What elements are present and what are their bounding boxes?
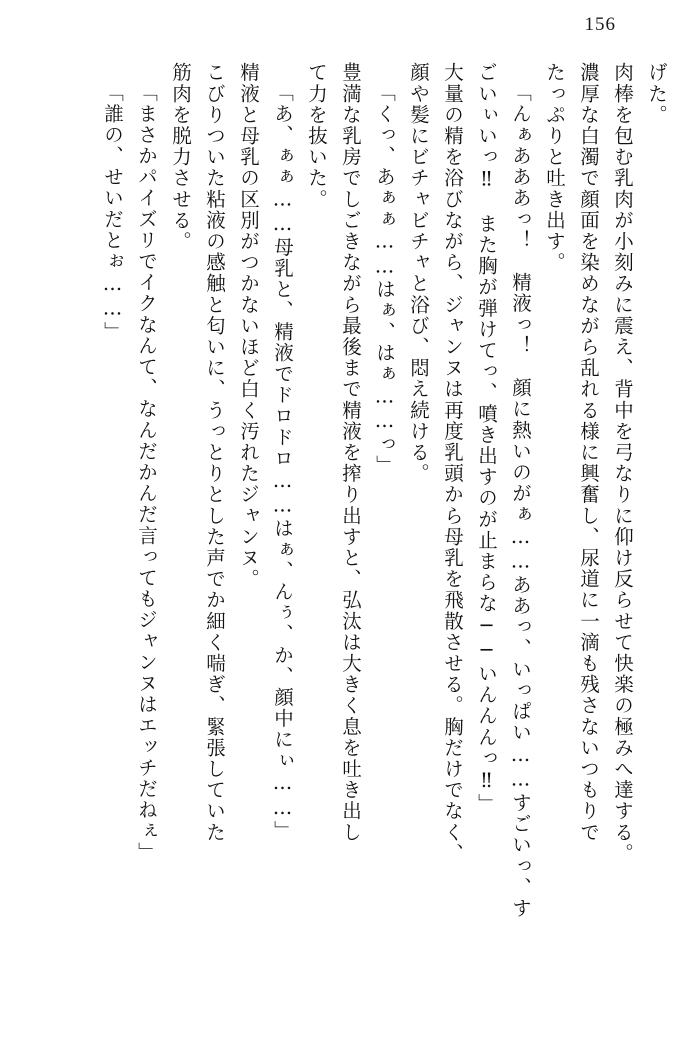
text-line: 「んぁあああっ！ 精液っ！ 顔に熱いのがぁ……ああっ、いっぱい……すごいっ、す (509, 82, 532, 919)
page-number: 156 (584, 14, 616, 35)
text-line: 大量の精を浴びながら、ジャンヌは再度乳頭から母乳を飛散させる。胸だけでなく、 (441, 62, 464, 864)
text-line: 濃厚な白濁で顔面を染めながら乱れる様に興奮し、尿道に一滴も残さないつもりで (577, 62, 600, 843)
text-line: 「くっ、あぁぁ……はぁ、はぁ……っ」 (373, 82, 396, 476)
text-line: 「誰の、せいだとぉ……」 (101, 82, 124, 343)
text-line: 「あ、ぁぁ……母乳と、精液でドロドロ……はぁ、んぅ、か、顔中にぃ……」 (271, 82, 294, 842)
text-line: 「まさかパイズリでイクなんて、なんだかんだ言ってもジャンヌはエッチだねぇ」 (135, 82, 158, 863)
text-line: て力を抜いた。 (305, 62, 328, 210)
text-line: げた。 (645, 62, 668, 126)
text-line: 筋肉を脱力させる。 (169, 62, 192, 252)
text-line: こびりついた粘液の感触と匂いに、うっとりとした声でか細く喘ぎ、緊張していた (203, 62, 226, 843)
text-line: ごいぃいっ‼ また胸が弾けてっ、噴き出すのが止まらな──いんんんっ‼」 (475, 62, 498, 815)
text-line: 肉棒を包む乳肉が小刻みに震え、背中を弓なりに仰け反らせて快楽の極みへ達する。 (611, 62, 634, 864)
text-line: 豊満な乳房でしごきながら最後まで精液を搾り出すと、弘汰は大きく息を吐き出し (339, 62, 362, 843)
text-line: 顔や髪にビチャビチャと浴び、悶え続ける。 (407, 62, 430, 484)
text-line: たっぷりと吐き出す。 (543, 62, 566, 273)
vertical-text-block (34, 62, 666, 1010)
text-line: 精液と母乳の区別がつかないほど白く汚れたジャンヌ。 (237, 62, 260, 590)
